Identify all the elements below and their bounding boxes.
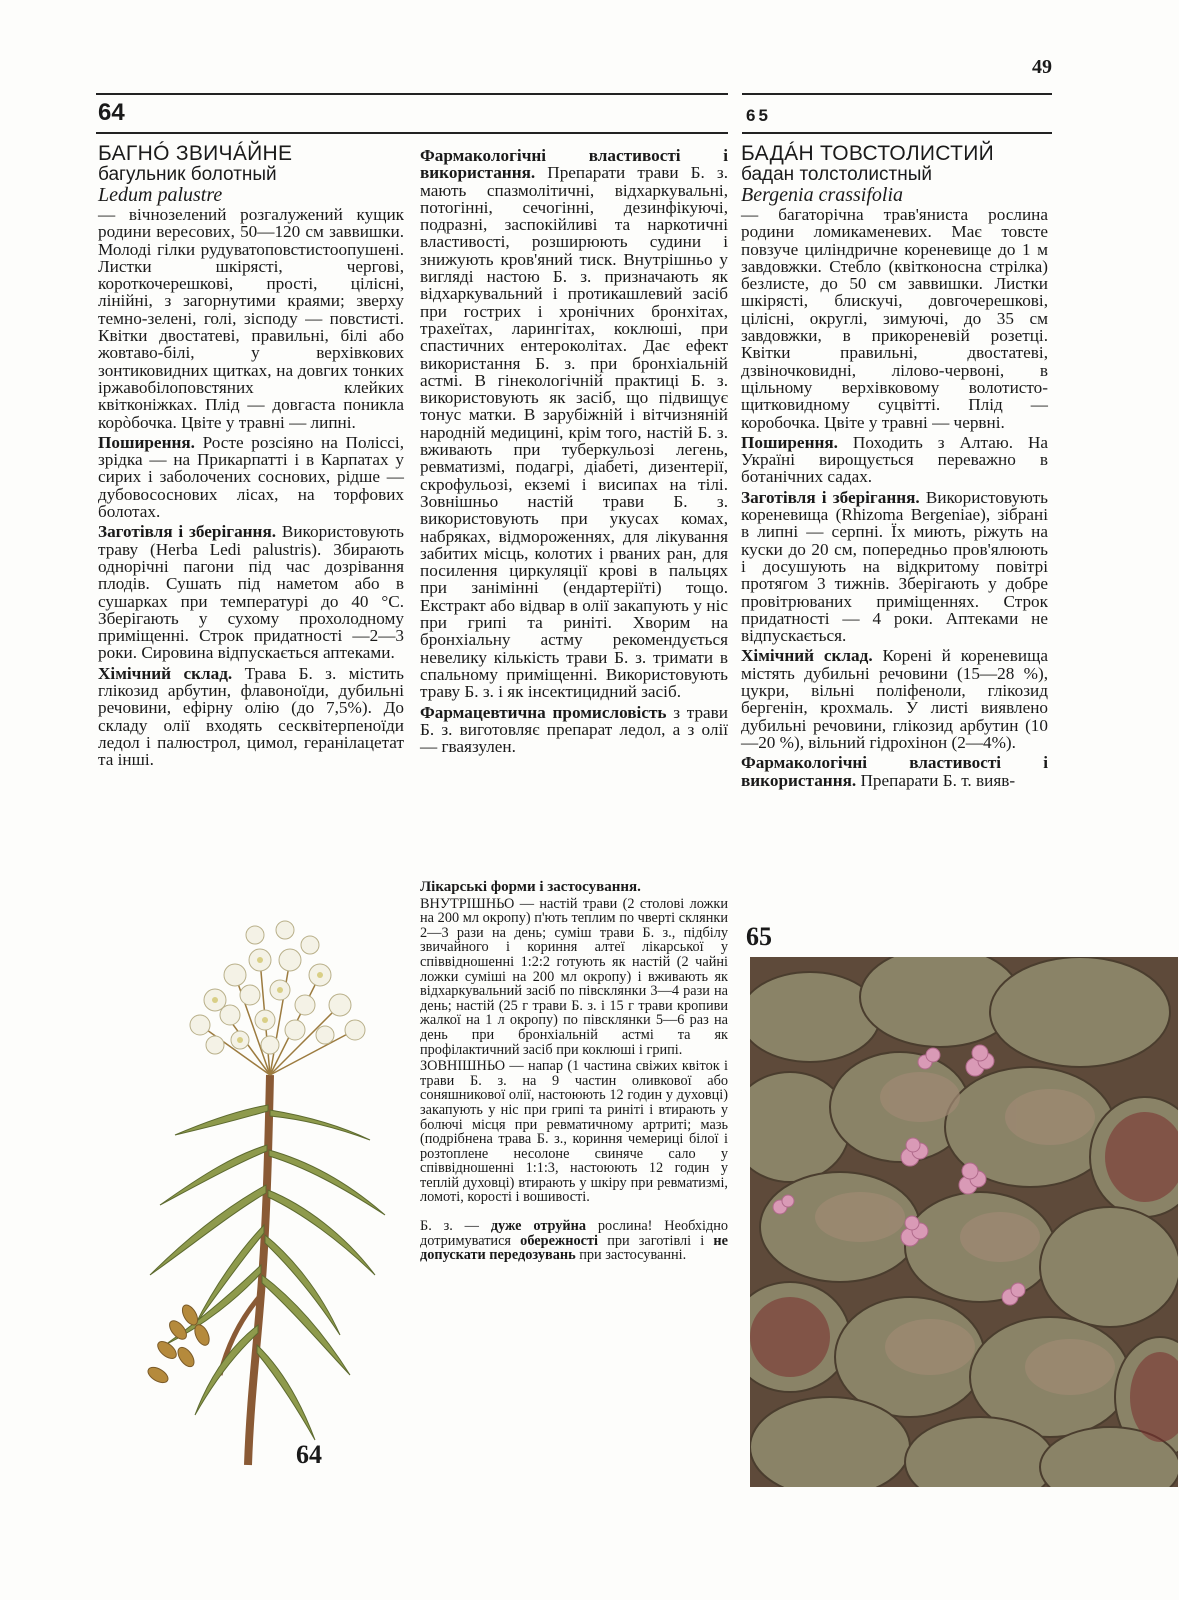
section-number-65: 65 bbox=[746, 106, 771, 125]
ledum-illustration bbox=[120, 905, 410, 1485]
pharm-heading: Фармакологічні властивості і використання. bbox=[741, 753, 1048, 790]
plant-name-ru: бадан толстолистный bbox=[741, 164, 932, 185]
warning-emphasis: не допускати передозувань bbox=[420, 1232, 729, 1264]
section-rule-right bbox=[742, 132, 1052, 134]
chem-paragraph bbox=[741, 647, 1048, 751]
forms-heading: Лікарські форми і застосування. bbox=[420, 879, 641, 895]
harvest-heading: Заготівля і зберігання. bbox=[98, 522, 277, 542]
pharm-heading: Фармакологічні властивості і використання. bbox=[420, 146, 728, 183]
chem-heading: Хімічний склад. bbox=[98, 663, 233, 683]
pharm-paragraph bbox=[420, 147, 728, 701]
industry-text: з трави Б. з. виготовляє препарат ледол, а з олії — гваязулен. bbox=[420, 702, 728, 757]
pharm-text: Препарати трави Б. з. мають спазмолітичні, відхаркувальні, потогінні, сечогінні, дезинфікуючі, подразні, заспокійливі та наркотичні властивості, розширюють судини і знижують кров'яний тиск. Внутрішньо у вигляді настою Б. з. призначають як відхаркувальний і протикашлевий засіб при гострих і хронічних бронхітах, трахеїтах, ларингітах, коклюші, при спастичних ентероколітах. Дає ефект використання Б. з. при бронхіальній астмі. В гінекологічній практиці Б. з. використовують як засіб, що підвищує тонус матки. В зарубіжній і вітчизняній народній медицині, крім того, настій Б. з. вживають при туберкульозі легень, ревматизмі, подагрі, діабеті, дизентерії, скрофульозі, екземі і висипах на тілі. Зовнішньо настій трави Б. з. використовують при укусах комах, набряках, відмороженнях, для лікування забитих місць, колотих і рваних ран, для посилення циркуляції крові в пальцях при занімінні (ендартеріїті) тощо. Екстракт або відвар в олії закапують у ніс при грипі та риніті. Хворим на бронхіальну астму рекомендується невелику кількість трави Б. з. тримати в спальному приміщенні. Використовують траву Б. з. і як інсектицидний засіб. bbox=[420, 163, 729, 702]
description: — вічнозелений розгалужений кущик родини вересових, 50—120 см заввишки. Молоді гілки рудуватоповстистоопушені. Листки шкірясті, чергові, короткочерешкові, прості, цілісні, лінійні, з загорнутими краями; зверху темно-зелені, голі, зісподу — повстисті. Квітки двостатеві, правильні, білі або жовтаво-білі, у верхівкових зонтиковидних щитках, на довгих тонких іржавобілоповстяних клейких квітконіжках. Плід — довгаста поникла корòбочка. Цвіте у травні — липні. bbox=[98, 205, 404, 432]
page-number: 49 bbox=[1032, 56, 1052, 78]
chem-text: Корені й кореневища містять дубильні речовини (15—28 %), цукри, вільні поліфеноли, глікозид бергенін, крохмаль. У листі виявлено дубильні речовини, глікозид арбутин (10—20 %), вільний гідрохінон (2—4%). bbox=[741, 646, 1048, 752]
harvest-paragraph bbox=[741, 489, 1048, 645]
industry-paragraph bbox=[420, 704, 728, 756]
forms-section bbox=[420, 880, 728, 1265]
warning-text: Б. з. — bbox=[420, 1218, 479, 1235]
warning-text: при застосуванні. bbox=[579, 1247, 687, 1264]
middle-column bbox=[420, 147, 728, 758]
left-column bbox=[98, 143, 404, 772]
warning-emphasis: дуже отруйна bbox=[490, 1218, 587, 1235]
warning-emphasis: обережності bbox=[520, 1232, 599, 1249]
warning-text: при заготівлі і bbox=[607, 1232, 705, 1249]
plant-title-uk: БАДÁН ТОВСТОЛИСТИЙ bbox=[741, 142, 994, 165]
harvest-paragraph bbox=[98, 523, 404, 661]
internal-use: ВНУТРІШНЬО — настій трави (2 столові ложки на 200 мл окропу) п'ють теплим по чверті склянки 2—3 рази на день; суміш трави Б. з., підбілу звичайного і кориння алтеї лікарської у співвідношенні 1:2:2 готують як настій (2 чайні ложки суміші на 200 мл окропу) і вживають як відхаркувальний засіб по півсклянки 3—4 рази на день; настій (25 г трави Б. з. і 15 г трави кропиви жалкої на 1 л окропу) по півсклянки 5—6 раз на день при бронхіальній астмі та як профілактичний засіб при коклюші і грипі. bbox=[420, 895, 728, 1058]
harvest-text: Використовують кореневища (Rhizoma Bergeniae), зібрані в липні — серпні. Їх миють, ріжуть на куски до 20 см, попередньо пров'ялюють і досушують на відкритому повітрі протягом 3 тижнів. Зберігають у добре провітрюваних приміщеннях. Строк придатності — 4 роки. Аптеками не відпускається. bbox=[741, 487, 1049, 646]
distribution-heading: Поширення. bbox=[741, 432, 838, 452]
section-number-64: 64 bbox=[98, 99, 125, 126]
plant-title-uk: БАГНÓ ЗВИЧÁЙНЕ bbox=[98, 142, 293, 165]
warning-text: рослина! Необхідно дотримуватися bbox=[420, 1218, 729, 1249]
chem-paragraph bbox=[98, 665, 404, 769]
chem-text: Трава Б. з. містить глікозид арбутин, флавоноїди, дубильні речовини, ефірну олію (до 7,5%). До складу олії входять сесквітерпеноїди ледол і палюстрол, цимол, геранілацетат та інші. bbox=[98, 663, 404, 770]
distribution-paragraph bbox=[98, 434, 404, 520]
distribution-text: Росте розсіяно на Поліссі, зрідка — на Прикарпатті і в Карпатах у сирих і заболочених соснових, рідше — дубовососнових лісах, на торфових болотах. bbox=[98, 432, 404, 522]
external-use: ЗОВНІШНЬО — напар (1 частина свіжих квіток і трави Б. з. на 9 частин оливкової або соняшникової олії, настоюють 12 годин у духовці) закапують у ніс при грипі та риніті і втирають у болючі місця при ревматичному артриті; мазь (подрібнена трава Б. з., кориння чемериці білої і розтоплене несолоне свиняче сало у співвідношенні 1:1:3, настоюють 12 годин у теплій духовці) втирають у шкіру при ревматизмі, ломоті, корості і вошивості. bbox=[420, 1058, 728, 1206]
section-rule-left bbox=[96, 132, 728, 134]
plant-name-ru: багульник болотный bbox=[98, 164, 277, 185]
pharm-paragraph bbox=[741, 754, 1048, 789]
description: — багаторічна трав'яниста рослина родини ломикаменевих. Має товсте повзуче циліндричне кореневище до 1 м завдовжки. Стебло (квітконосна стрілка) безлисте, до 50 см заввишки. Листки шкірясті, блискучі, довгочерешкові, цілісні, округлі, зимуючі, до 35 см завдовжки, в прикореневій розетці. Квітки правильні, двостатеві, дзвіночковидні, лілово-червоні, в щільному верхівковому волотисто-щитковидному суцвітті. Плід — коробочка. Цвіте у травні — червні. bbox=[741, 205, 1048, 432]
figure-label-64: 64 bbox=[296, 1440, 322, 1469]
header-rule-right bbox=[742, 93, 1052, 95]
chem-heading: Хімічний склад. bbox=[741, 646, 873, 666]
harvest-heading: Заготівля і зберігання. bbox=[741, 487, 920, 507]
plant-name-latin: Bergenia crassifolia bbox=[741, 184, 904, 206]
warning bbox=[420, 1219, 728, 1263]
header-rule-left bbox=[96, 93, 728, 95]
distribution-heading: Поширення. bbox=[98, 432, 195, 452]
industry-heading: Фармацевтична промисловість bbox=[420, 702, 667, 722]
bergenia-photo bbox=[750, 957, 1178, 1487]
distribution-text: Походить з Алтаю. На Україні вирощується переважно в ботанічних садах. bbox=[741, 432, 1048, 487]
distribution-paragraph bbox=[741, 434, 1048, 486]
right-column bbox=[741, 143, 1048, 792]
pharm-text: Препарати Б. т. вияв- bbox=[860, 770, 1016, 790]
plant-name-latin: Ledum palustre bbox=[98, 184, 223, 206]
harvest-text: Використовують траву (Herba Ledi palustris). Збирають однорічні пагони під час дозрівання плодів. Сушать під наметом або в сушарках при температурі до 40 °С. Зберігають у сухому прохолодному приміщенні. Строк придатності —2—3 роки. Сировина відпускається аптеками. bbox=[98, 522, 404, 663]
figure-label-65: 65 bbox=[746, 922, 772, 951]
